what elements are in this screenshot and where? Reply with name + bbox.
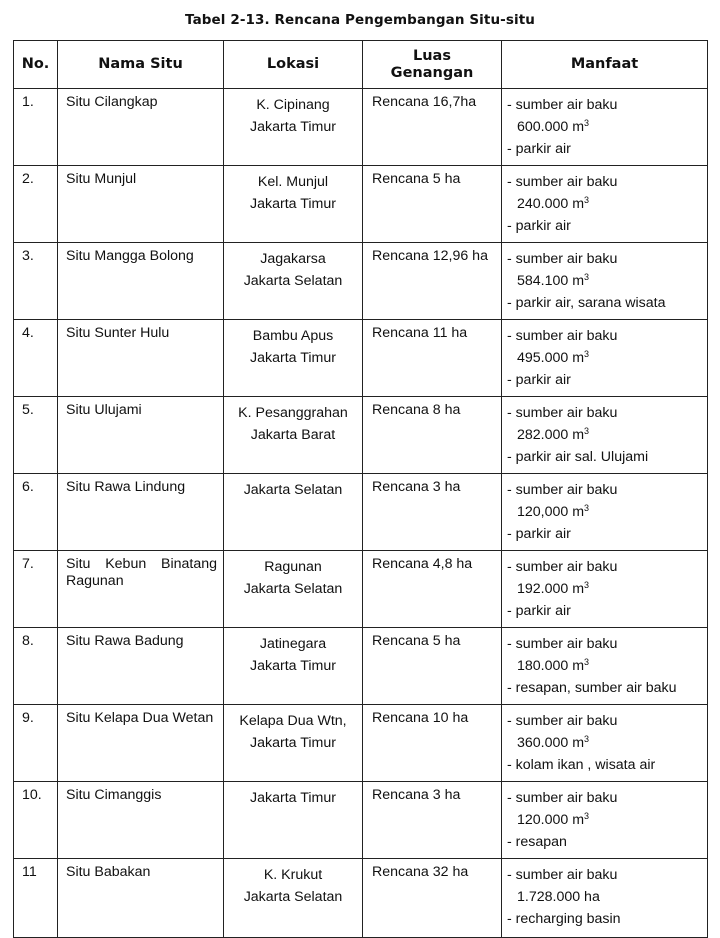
area-text: Rencana 32 ha (372, 864, 469, 880)
benefit-amount-exponent: 3 (584, 349, 590, 359)
cell-name: Situ Cimanggis (58, 782, 224, 859)
location-line1: K. Krukut (263, 867, 323, 883)
benefit-amount-value: 495.000 m (517, 350, 585, 366)
table-row (14, 782, 708, 859)
location-line1: Jagakarsa (260, 251, 326, 267)
table-row (14, 705, 708, 782)
cell-benefit (502, 397, 708, 474)
header-area (363, 41, 502, 89)
cell-name: Situ Rawa Lindung (58, 474, 224, 551)
cell-no: 10. (14, 782, 58, 859)
cell-no: 7. (14, 551, 58, 628)
header-area-line2: Genangan (390, 64, 474, 81)
cell-location (224, 474, 363, 551)
benefit-amount-value: 584.100 m (517, 273, 585, 289)
header-area-line1: Luas (413, 47, 451, 64)
benefit-amount-exponent: 3 (584, 503, 590, 513)
cell-benefit (502, 628, 708, 705)
header-row (14, 41, 708, 89)
location-line2: Jakarta Selatan (243, 581, 343, 597)
cell-name: Situ Rawa Badung (58, 628, 224, 705)
cell-benefit (502, 89, 708, 166)
benefit-amount-exponent: 3 (584, 734, 590, 744)
benefit-amount-exponent: 3 (584, 580, 590, 590)
benefit-amount-exponent: 3 (584, 195, 590, 205)
benefit-amount (507, 732, 707, 754)
location-line1: Ragunan (264, 559, 322, 575)
benefit-line1: - sumber air baku (507, 790, 618, 806)
benefit-amount (507, 193, 707, 215)
benefit-line1: - sumber air baku (507, 636, 618, 652)
benefit-amount (507, 578, 707, 600)
benefit-amount-exponent: 3 (584, 657, 590, 667)
cell-no: 11 (14, 859, 58, 938)
cell-benefit (502, 166, 708, 243)
cell-no: 9. (14, 705, 58, 782)
cell-location (224, 166, 363, 243)
benefit-amount (507, 886, 707, 908)
cell-benefit (502, 474, 708, 551)
cell-area (363, 859, 502, 938)
area-text: Rencana 8 ha (372, 402, 461, 418)
benefit-amount-value: 240.000 m (517, 196, 585, 212)
area-text: Rencana 16,7ha (372, 94, 477, 110)
cell-area (363, 782, 502, 859)
cell-no: 5. (14, 397, 58, 474)
header-name: Nama Situ (58, 41, 224, 89)
cell-area (363, 243, 502, 320)
cell-area (363, 320, 502, 397)
table-row (14, 243, 708, 320)
cell-area (363, 705, 502, 782)
benefit-amount-value: 1.728.000 ha (517, 889, 600, 905)
location-line1: Jakarta Timur (250, 790, 336, 806)
location-line2: Jakarta Selatan (243, 273, 343, 289)
location-line2: Jakarta Timur (250, 119, 336, 135)
benefit-line1: - sumber air baku (507, 559, 618, 575)
cell-area (363, 397, 502, 474)
location-line1: Kel. Munjul (257, 174, 329, 190)
location-line2: Jakarta Timur (250, 350, 336, 366)
cell-area (363, 474, 502, 551)
table-row (14, 89, 708, 166)
benefit-line3: - parkir air sal. Ulujami (507, 449, 649, 465)
cell-name: Situ Cilangkap (58, 89, 224, 166)
benefit-line3: - parkir air (507, 526, 571, 542)
table-row (14, 474, 708, 551)
cell-benefit (502, 859, 708, 938)
situ-development-table (13, 40, 708, 938)
benefit-line3: - parkir air (507, 141, 571, 157)
benefit-line1: - sumber air baku (507, 405, 618, 421)
cell-area (363, 166, 502, 243)
table-caption: Tabel 2-13. Rencana Pengembangan Situ-situ (185, 12, 535, 28)
benefit-amount (507, 501, 707, 523)
location-line1: Bambu Apus (252, 328, 334, 344)
location-line2: Jakarta Barat (250, 427, 336, 443)
benefit-amount (507, 809, 707, 831)
benefit-line3: - kolam ikan , wisata air (507, 757, 656, 773)
cell-area (363, 628, 502, 705)
cell-no: 4. (14, 320, 58, 397)
cell-location (224, 551, 363, 628)
benefit-amount (507, 116, 707, 138)
cell-no: 2. (14, 166, 58, 243)
benefit-amount-exponent: 3 (584, 426, 590, 436)
cell-area (363, 551, 502, 628)
benefit-line3: - parkir air (507, 218, 571, 234)
area-text: Rencana 3 ha (372, 479, 461, 495)
cell-name: Situ Sunter Hulu (58, 320, 224, 397)
header-location: Lokasi (224, 41, 363, 89)
benefit-amount-exponent: 3 (584, 272, 590, 282)
benefit-amount-value: 282.000 m (517, 427, 585, 443)
header-no: No. (14, 41, 58, 89)
cell-name: Situ Ulujami (58, 397, 224, 474)
benefit-amount-exponent: 3 (584, 118, 590, 128)
cell-benefit (502, 320, 708, 397)
benefit-line3: - parkir air, sarana wisata (507, 295, 666, 311)
location-line2: Jakarta Timur (250, 196, 336, 212)
benefit-line3: - parkir air (507, 372, 571, 388)
benefit-amount (507, 270, 707, 292)
table-row (14, 320, 708, 397)
benefit-amount-value: 360.000 m (517, 735, 585, 751)
benefit-amount-value: 120.000 m (517, 812, 585, 828)
cell-location (224, 243, 363, 320)
area-text: Rencana 5 ha (372, 171, 461, 187)
header-benefit: Manfaat (502, 41, 708, 89)
area-text: Rencana 3 ha (372, 787, 461, 803)
cell-name: Situ Kebun Binatang Ragunan (58, 551, 224, 628)
benefit-amount (507, 424, 707, 446)
location-line2: Jakarta Selatan (243, 889, 343, 905)
cell-name: Situ Babakan (58, 859, 224, 938)
benefit-line1: - sumber air baku (507, 328, 618, 344)
benefit-line3: - parkir air (507, 603, 571, 619)
cell-location (224, 320, 363, 397)
benefit-line1: - sumber air baku (507, 713, 618, 729)
cell-name: Situ Munjul (58, 166, 224, 243)
table-row (14, 166, 708, 243)
area-text: Rencana 5 ha (372, 633, 461, 649)
cell-benefit (502, 705, 708, 782)
location-line1: Kelapa Dua Wtn, (239, 713, 347, 729)
table-row (14, 397, 708, 474)
cell-location (224, 397, 363, 474)
cell-name: Situ Kelapa Dua Wetan (58, 705, 224, 782)
benefit-line3: - recharging basin (507, 911, 621, 927)
cell-no: 1. (14, 89, 58, 166)
table-row (14, 859, 708, 938)
cell-location (224, 705, 363, 782)
benefit-line1: - sumber air baku (507, 97, 618, 113)
location-line2: Jakarta Timur (250, 658, 336, 674)
area-text: Rencana 10 ha (372, 710, 469, 726)
benefit-line1: - sumber air baku (507, 251, 618, 267)
cell-benefit (502, 243, 708, 320)
area-text: Rencana 12,96 ha (372, 248, 488, 264)
benefit-amount-value: 180.000 m (517, 658, 585, 674)
table-row (14, 551, 708, 628)
cell-no: 6. (14, 474, 58, 551)
benefit-amount-value: 600.000 m (517, 119, 585, 135)
benefit-line1: - sumber air baku (507, 482, 618, 498)
area-text: Rencana 11 ha (372, 325, 468, 341)
location-line1: Jakarta Selatan (243, 482, 343, 498)
benefit-amount (507, 655, 707, 677)
table-row (14, 628, 708, 705)
location-line1: Jatinegara (259, 636, 327, 652)
area-text: Rencana 4,8 ha (372, 556, 473, 572)
cell-area (363, 89, 502, 166)
benefit-amount-value: 120,000 m (517, 504, 585, 520)
location-line2: Jakarta Timur (250, 735, 336, 751)
cell-name: Situ Mangga Bolong (58, 243, 224, 320)
cell-no: 3. (14, 243, 58, 320)
cell-no: 8. (14, 628, 58, 705)
cell-benefit (502, 551, 708, 628)
benefit-amount-value: 192.000 m (517, 581, 585, 597)
location-line1: K. Cipinang (256, 97, 330, 113)
location-line1: K. Pesanggrahan (238, 405, 348, 421)
cell-location (224, 89, 363, 166)
cell-location (224, 628, 363, 705)
benefit-line3: - resapan (507, 834, 567, 850)
cell-location (224, 859, 363, 938)
benefit-line3: - resapan, sumber air baku (507, 680, 677, 696)
benefit-amount (507, 347, 707, 369)
benefit-line1: - sumber air baku (507, 867, 618, 883)
benefit-amount-exponent: 3 (584, 811, 590, 821)
cell-benefit (502, 782, 708, 859)
cell-location (224, 782, 363, 859)
benefit-line1: - sumber air baku (507, 174, 618, 190)
